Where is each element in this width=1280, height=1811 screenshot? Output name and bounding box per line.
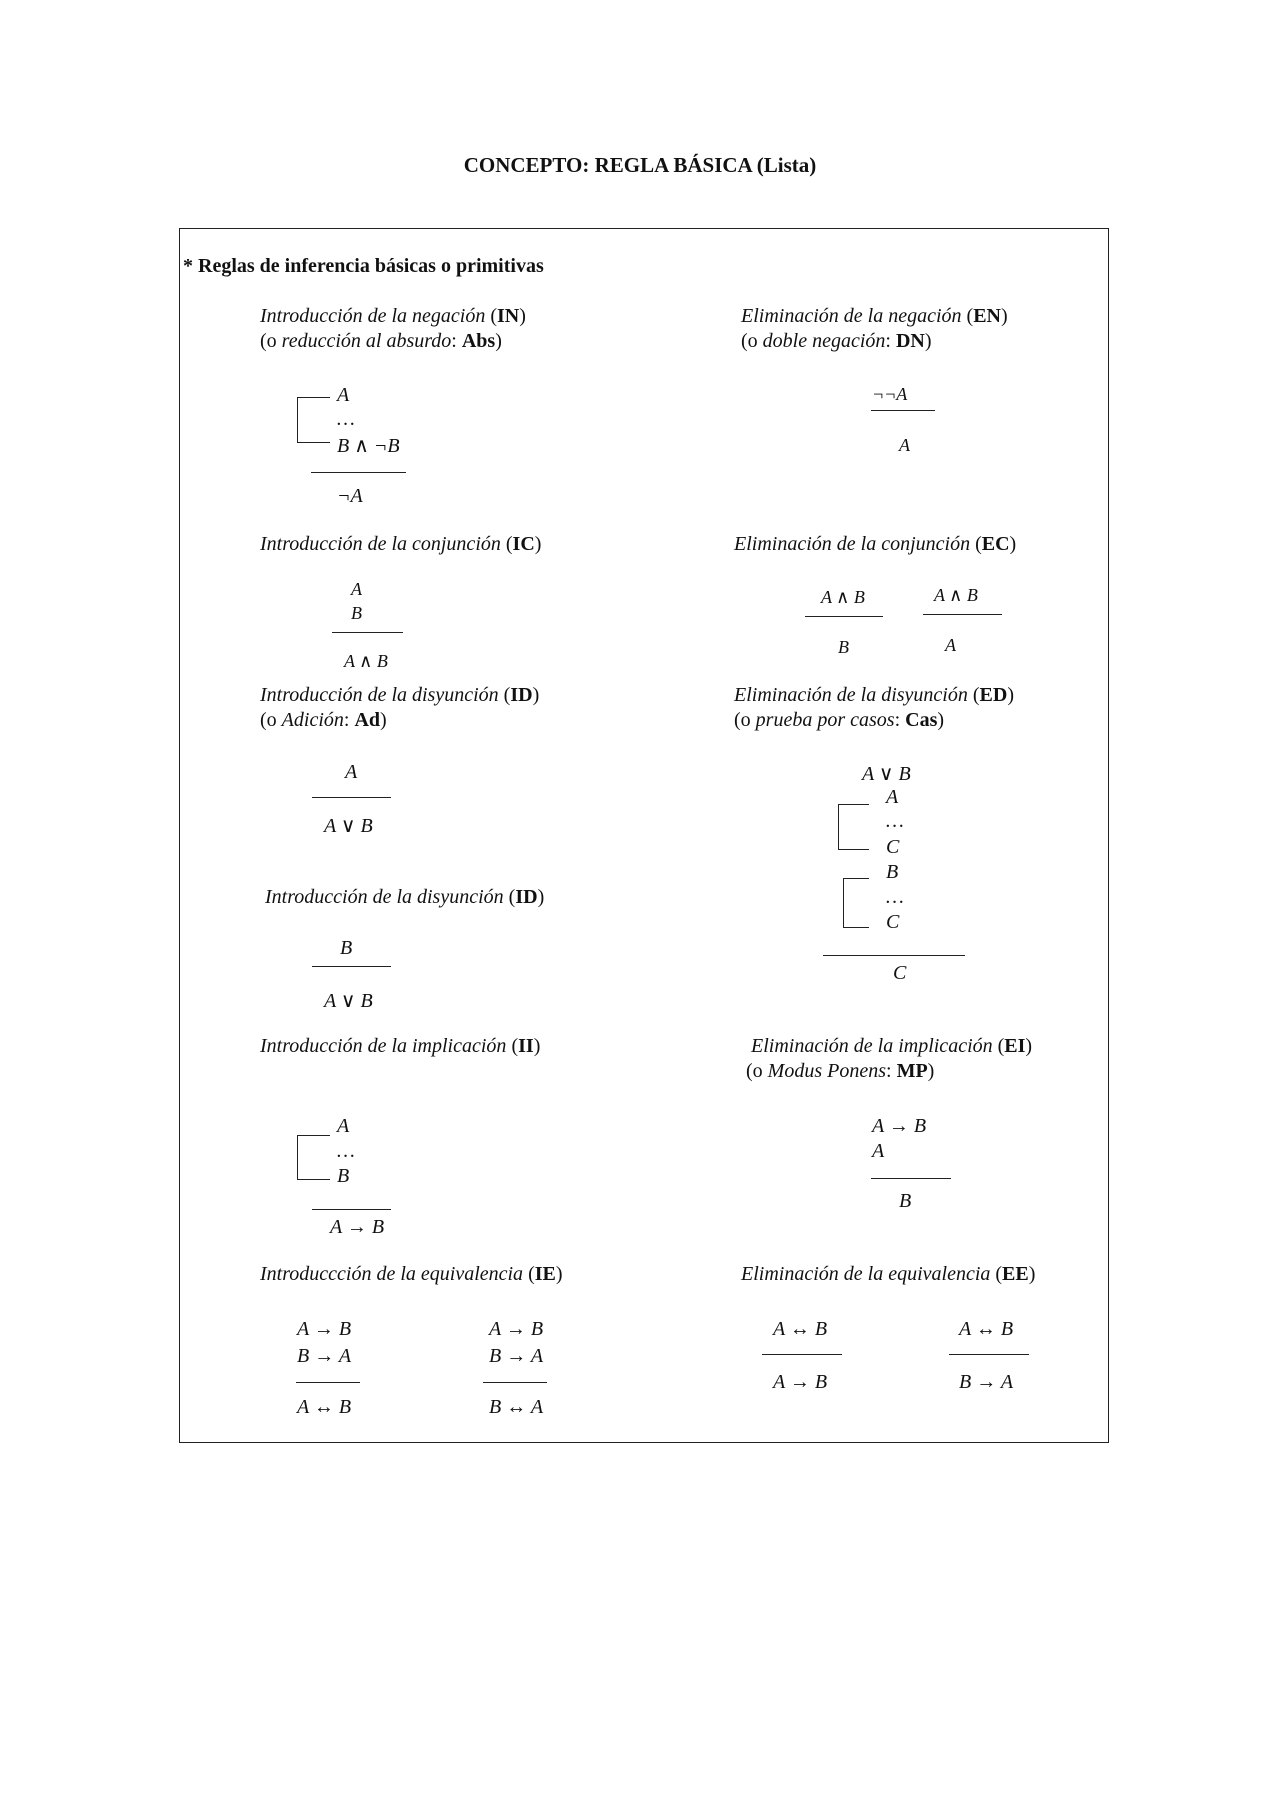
formula: … bbox=[886, 886, 904, 908]
inference-line bbox=[296, 1382, 360, 1383]
conclusion: B bbox=[899, 1190, 912, 1212]
rule-name: Eliminación de la negación bbox=[741, 305, 962, 327]
rule-code: ID bbox=[515, 886, 538, 908]
inference-line bbox=[823, 955, 965, 956]
subproof-bracket bbox=[843, 878, 869, 928]
formula: B bbox=[337, 1165, 350, 1187]
subproof-bracket bbox=[838, 804, 869, 850]
inference-line bbox=[949, 1354, 1029, 1355]
conclusion: C bbox=[893, 962, 907, 984]
formula: A bbox=[337, 1115, 350, 1137]
rule-name: Introducción de la disyunción bbox=[260, 684, 499, 706]
premise: B → A bbox=[489, 1345, 544, 1367]
rule-title-ec: Eliminación de la conjunción (EC) bbox=[734, 533, 1017, 555]
formula: … bbox=[337, 1140, 355, 1162]
premise: A → B bbox=[297, 1318, 352, 1340]
rule-title-ei: Eliminación de la implicación (EI) bbox=[751, 1035, 1033, 1057]
inference-line bbox=[332, 632, 403, 633]
rule-title-id: Introducción de la disyunción (ID) bbox=[260, 684, 540, 706]
inference-line bbox=[312, 797, 391, 798]
conclusion: A ∨ B bbox=[324, 815, 373, 837]
rule-name: Introducción de la conjunción bbox=[260, 533, 501, 555]
rule-alt-ei: (o Modus Ponens: MP) bbox=[746, 1060, 935, 1082]
rule-code: EC bbox=[981, 533, 1010, 555]
rule-title-id-2: Introducción de la disyunción (ID) bbox=[265, 886, 545, 908]
rule-title-ee: Eliminación de la equivalencia (EE) bbox=[741, 1263, 1036, 1285]
inference-line bbox=[871, 1178, 951, 1179]
rule-code: EN bbox=[973, 305, 1001, 327]
premise: A bbox=[351, 579, 362, 599]
rule-alt-ed: (o prueba por casos: Cas) bbox=[734, 709, 945, 731]
rule-alt-in: (o reducción al absurdo: Abs) bbox=[260, 330, 502, 352]
formula: … bbox=[337, 408, 355, 430]
formula: A bbox=[337, 384, 350, 406]
premise: A → B bbox=[489, 1318, 544, 1340]
formula: … bbox=[886, 810, 904, 832]
inference-line bbox=[871, 410, 935, 411]
inference-line bbox=[923, 614, 1002, 615]
rule-alt-name: doble negación bbox=[762, 330, 886, 352]
rule-name: Eliminación de la disyunción bbox=[734, 684, 968, 706]
formula: B ∧ ¬B bbox=[337, 435, 400, 457]
page-title: CONCEPTO: REGLA BÁSICA (Lista) bbox=[463, 153, 817, 177]
rule-title-ie: Introduccción de la equivalencia (IE) bbox=[260, 1263, 563, 1285]
premise: A ↔ B bbox=[959, 1318, 1014, 1340]
rule-alt-name: Adición bbox=[281, 709, 344, 731]
formula: C bbox=[886, 836, 900, 858]
rule-name: Introducción de la implicación bbox=[260, 1035, 507, 1057]
rule-alt-name: Modus Ponens bbox=[767, 1060, 886, 1082]
conclusion: B → A bbox=[959, 1371, 1014, 1393]
rule-code: II bbox=[518, 1035, 534, 1057]
rule-alt-name: prueba por casos bbox=[755, 709, 895, 731]
conclusion: A bbox=[945, 635, 956, 655]
rule-title-ii: Introducción de la implicación (II) bbox=[260, 1035, 541, 1057]
rule-code: ED bbox=[979, 684, 1008, 706]
rule-alt-code: DN bbox=[895, 330, 925, 352]
conclusion: A ∨ B bbox=[324, 990, 373, 1012]
premise: A ∧ B bbox=[934, 585, 978, 605]
rule-code: EE bbox=[1002, 1263, 1029, 1285]
rule-alt-code: Abs bbox=[461, 330, 496, 352]
rule-name: Introducción de la negación bbox=[260, 305, 486, 327]
conclusion: A ∧ B bbox=[344, 651, 388, 671]
rule-code: IC bbox=[512, 533, 535, 555]
inference-line bbox=[312, 966, 391, 967]
rule-name: Introducción de la disyunción bbox=[265, 886, 504, 908]
rule-code: EI bbox=[1004, 1035, 1026, 1057]
rule-alt-code: Cas bbox=[905, 709, 938, 731]
rule-alt-name: reducción al absurdo bbox=[281, 330, 452, 352]
formula: B bbox=[886, 861, 899, 883]
inference-line bbox=[483, 1382, 547, 1383]
premise: B → A bbox=[297, 1345, 352, 1367]
premise: A bbox=[872, 1140, 885, 1162]
premise: A → B bbox=[872, 1115, 927, 1137]
rule-code: ID bbox=[510, 684, 533, 706]
subproof-bracket bbox=[297, 397, 330, 443]
rule-alt-code: MP bbox=[896, 1060, 928, 1082]
inference-line bbox=[805, 616, 883, 617]
conclusion: A → B bbox=[773, 1371, 828, 1393]
rule-alt-id: (o Adición: Ad) bbox=[260, 709, 387, 731]
rule-code: IE bbox=[534, 1263, 556, 1285]
conclusion: B ↔ A bbox=[489, 1396, 544, 1418]
rule-alt-code: Ad bbox=[354, 709, 381, 731]
rule-name: Eliminación de la equivalencia bbox=[741, 1263, 991, 1285]
inference-line bbox=[311, 472, 406, 473]
conclusion: ¬A bbox=[337, 485, 363, 507]
subproof-bracket bbox=[297, 1135, 330, 1180]
inference-line bbox=[762, 1354, 842, 1355]
premise: A ∨ B bbox=[862, 763, 911, 785]
premise: A ↔ B bbox=[773, 1318, 828, 1340]
inference-line bbox=[312, 1209, 391, 1210]
conclusion: A ↔ B bbox=[297, 1396, 352, 1418]
premise: A ∧ B bbox=[821, 587, 865, 607]
conclusion: A bbox=[899, 435, 910, 455]
rule-alt-en: (o doble negación: DN) bbox=[741, 330, 932, 352]
rule-title-ed: Eliminación de la disyunción (ED) bbox=[734, 684, 1014, 706]
section-heading: * Reglas de inferencia básicas o primitivas bbox=[183, 255, 544, 277]
premise: B bbox=[340, 937, 353, 959]
rule-name: Eliminación de la implicación bbox=[751, 1035, 993, 1057]
formula: A bbox=[886, 786, 899, 808]
formula: C bbox=[886, 911, 900, 933]
rule-title-en: Eliminación de la negación (EN) bbox=[741, 305, 1008, 327]
premise: B bbox=[351, 603, 362, 623]
conclusion: A → B bbox=[330, 1216, 385, 1238]
rule-title-ic: Introducción de la conjunción (IC) bbox=[260, 533, 542, 555]
rule-code: IN bbox=[496, 305, 520, 327]
premise: ¬¬A bbox=[872, 384, 908, 404]
premise: A bbox=[345, 761, 358, 783]
rule-name: Eliminación de la conjunción bbox=[734, 533, 971, 555]
rule-title-in: Introducción de la negación (IN) bbox=[260, 305, 526, 327]
conclusion: B bbox=[838, 637, 849, 657]
rule-name: Introduccción de la equivalencia bbox=[260, 1263, 524, 1285]
